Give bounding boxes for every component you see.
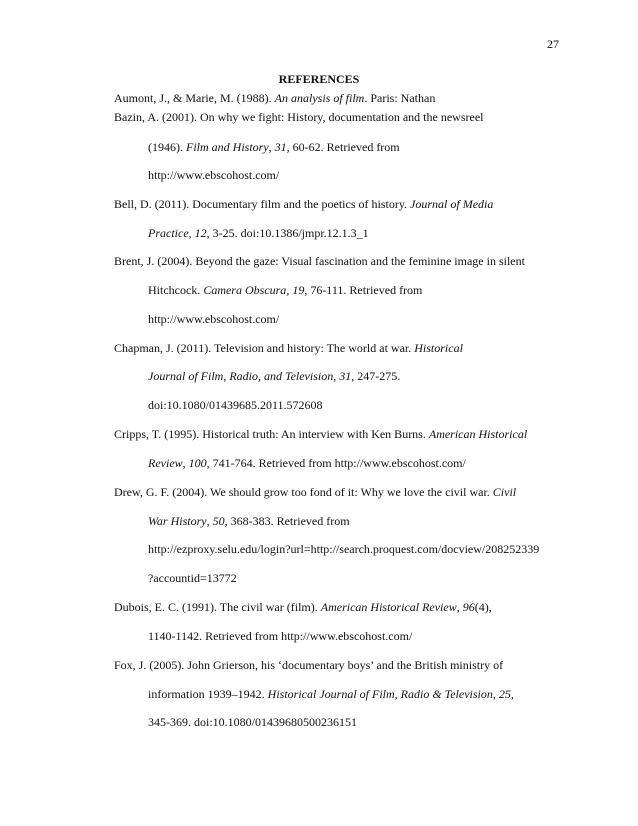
reference-text: , xyxy=(492,687,499,701)
reference-text: Drew, G. F. (2004). We should grow too fond of it: Why we love the civil war. xyxy=(114,485,493,499)
reference-text: , xyxy=(510,687,514,701)
reference-continuation-line xyxy=(148,542,539,556)
reference-text: Fox, J. (2005). John Grierson, his ‘documentary boys’ and the British ministry of xyxy=(114,658,504,672)
reference-text: . Paris: Nathan xyxy=(364,91,436,105)
reference-text: Bazin, A. (2001). On why we fight: History, documentation and the newsreel xyxy=(114,110,484,124)
reference-continuation-line xyxy=(148,456,466,470)
reference-italic-text: 25 xyxy=(498,687,511,701)
reference-text: ?accountid=13772 xyxy=(148,571,237,585)
reference-italic-text: 31 xyxy=(339,369,352,383)
reference-italic-text: Journal of Film, Radio, and Television xyxy=(148,369,334,383)
reference-italic-text: 12 xyxy=(194,226,207,240)
reference-text: Chapman, J. (2011). Television and history: The world at war. xyxy=(114,341,415,355)
reference-entry-line xyxy=(114,427,527,441)
reference-text: , xyxy=(188,226,195,240)
reference-continuation-line xyxy=(148,715,357,729)
reference-text: , xyxy=(206,514,213,528)
reference-continuation-line xyxy=(148,369,400,383)
reference-italic-text: 31 xyxy=(274,140,287,154)
reference-text: , xyxy=(286,283,293,297)
reference-italic-text: Camera Obscura xyxy=(203,283,287,297)
reference-text: http://ezproxy.selu.edu/login?url=http://search.proquest.com/docview/208252339 xyxy=(148,542,540,556)
reference-text: Hitchcock. xyxy=(148,283,204,297)
reference-text: , xyxy=(268,140,275,154)
reference-text: http://www.ebscohost.com/ xyxy=(148,312,280,326)
reference-italic-text: Civil xyxy=(492,485,517,499)
reference-italic-text: Film and History xyxy=(186,140,269,154)
reference-italic-text: War History xyxy=(148,514,207,528)
reference-text: doi:10.1080/01439685.2011.572608 xyxy=(148,398,323,412)
reference-text: 345-369. doi:10.1080/01439680500236151 xyxy=(148,715,357,729)
reference-text: , xyxy=(456,600,463,614)
reference-text: , 3-25. doi:10.1386/jmpr.12.1.3_1 xyxy=(206,226,369,240)
reference-italic-text: 96 xyxy=(462,600,475,614)
reference-entry-line xyxy=(114,110,483,124)
reference-text: Brent, J. (2004). Beyond the gaze: Visual fascination and the feminine image in silent xyxy=(114,254,525,268)
references-heading: REFERENCES xyxy=(278,72,360,86)
reference-continuation-line xyxy=(148,398,323,412)
reference-italic-text: Review xyxy=(148,456,183,470)
reference-text: , 60-62. Retrieved from xyxy=(286,140,400,154)
reference-text: , 76-111. Retrieved from xyxy=(304,283,423,297)
reference-continuation-line xyxy=(148,629,412,643)
reference-text: Cripps, T. (1995). Historical truth: An interview with Ken Burns. xyxy=(114,427,429,441)
reference-italic-text: Historical xyxy=(414,341,463,355)
reference-continuation-line xyxy=(148,312,279,326)
reference-text: , 741-764. Retrieved from http://www.ebscohost.com/ xyxy=(206,456,466,470)
reference-entry-line xyxy=(114,658,503,672)
reference-continuation-line xyxy=(148,226,369,240)
reference-italic-text: 19 xyxy=(292,283,305,297)
reference-text: Bell, D. (2011). Documentary film and the poetics of history. xyxy=(114,197,411,211)
reference-entry-line xyxy=(114,341,463,355)
page-number: 27 xyxy=(547,37,559,51)
reference-continuation-line xyxy=(148,283,422,297)
reference-text: (4), xyxy=(474,600,492,614)
reference-entry-line xyxy=(114,485,516,499)
reference-entry-line xyxy=(114,254,525,268)
reference-text: Aumont, J., & Marie, M. (1988). xyxy=(114,91,275,105)
reference-text: , xyxy=(182,456,189,470)
reference-text: Dubois, E. C. (1991). The civil war (film). xyxy=(114,600,321,614)
reference-continuation-line xyxy=(148,140,400,154)
reference-continuation-line xyxy=(148,168,279,182)
reference-text: information 1939–1942. xyxy=(148,687,268,701)
reference-italic-text: Practice xyxy=(148,226,189,240)
reference-continuation-line xyxy=(148,687,514,701)
reference-italic-text: American Historical xyxy=(428,427,528,441)
reference-text: , 368-383. Retrieved from xyxy=(224,514,350,528)
reference-italic-text: Historical Journal of Film, Radio & Television xyxy=(267,687,493,701)
reference-text: , xyxy=(333,369,340,383)
reference-continuation-line xyxy=(148,571,237,585)
reference-italic-text: Journal of Media xyxy=(410,197,494,211)
reference-italic-text: 100 xyxy=(188,456,207,470)
reference-text: http://www.ebscohost.com/ xyxy=(148,168,280,182)
reference-italic-text: American Historical Review xyxy=(320,600,457,614)
reference-entry-line xyxy=(114,600,492,614)
reference-italic-text: An analysis of film xyxy=(274,91,365,105)
reference-text: , 247-275. xyxy=(351,369,401,383)
reference-text: 1140-1142. Retrieved from http://www.ebscohost.com/ xyxy=(148,629,413,643)
reference-continuation-line xyxy=(148,514,350,528)
reference-italic-text: 50 xyxy=(212,514,225,528)
reference-entry-line xyxy=(114,91,435,105)
reference-text: (1946). xyxy=(148,140,186,154)
reference-entry-line xyxy=(114,197,493,211)
